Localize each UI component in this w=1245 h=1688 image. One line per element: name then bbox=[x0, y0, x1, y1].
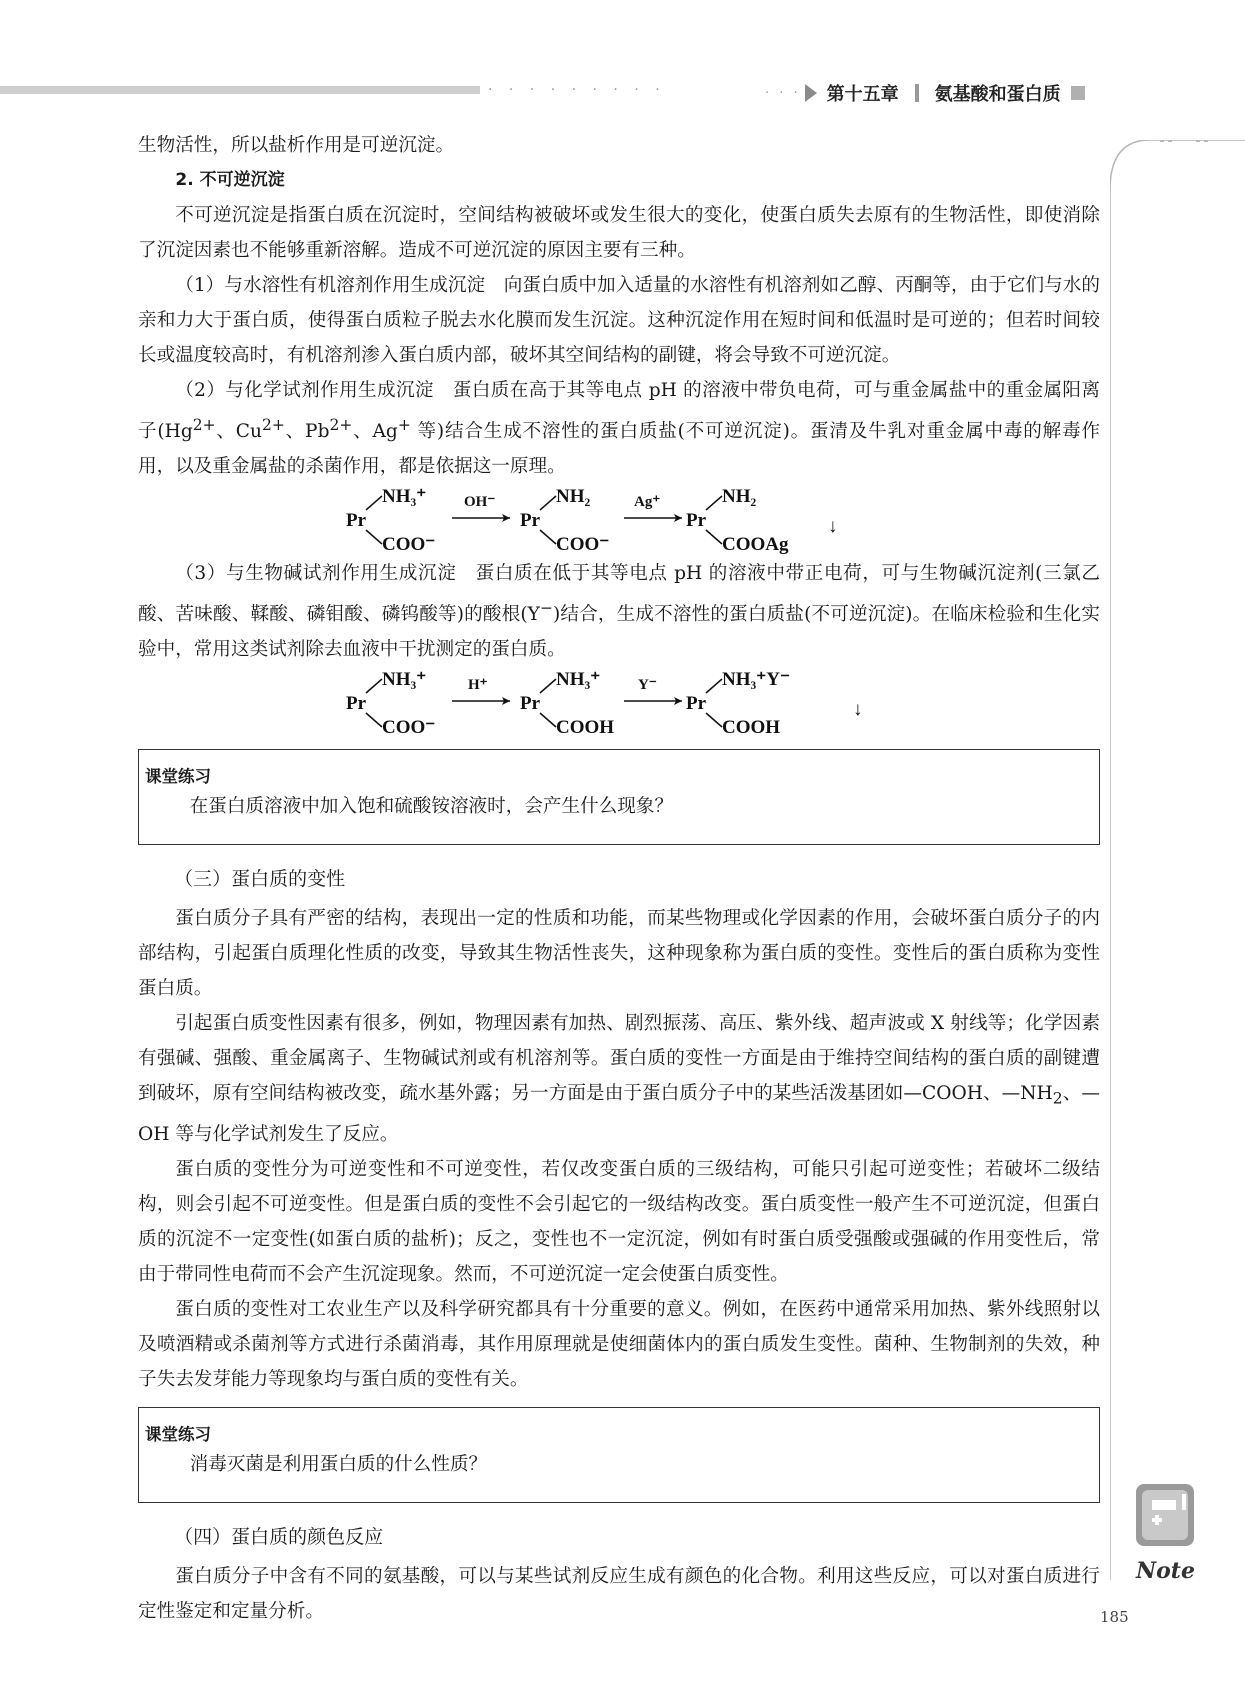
rxn2-m1-top: NH₃⁺ bbox=[382, 669, 427, 691]
page-content bbox=[138, 128, 1100, 1629]
precipitate-arrow-icon: ↓ bbox=[853, 699, 863, 721]
superscript: − bbox=[539, 599, 553, 618]
rxn2-pr-1: Pr bbox=[346, 693, 367, 715]
exercise-box-2 bbox=[138, 1407, 1100, 1503]
item-text-3a: 蛋白质在低于其等电点 pH 的溶液中带正电荷，可与生物碱沉淀剂(三氯乙酸、苦味酸、鞣酸、磷钼酸、磷钨酸等)的酸根(Y bbox=[138, 563, 1100, 626]
exercise-title: 课堂练习 bbox=[145, 767, 211, 787]
rxn1-m3-top: NH₂ bbox=[722, 486, 757, 508]
paragraph-denaturation-def: 蛋白质分子具有严密的结构，表现出一定的性质和功能，而某些物理或化学因素的作用，会破坏蛋白质分子的内部结构，引起蛋白质理化性质的改变，导致其生物活性丧失，这种现象称为蛋白质的变性。变性后的蛋白质称为变性蛋白质。 bbox=[138, 908, 1100, 1000]
item-text-3b: )结合，生成不溶性的蛋白质盐(不可逆沉淀)。在临床检验和生化实验中，常用这类试剂除去血液中干扰测定的蛋白质。 bbox=[138, 604, 1100, 661]
item-title-1: （1）与水溶性有机溶剂作用生成沉淀 bbox=[175, 275, 486, 296]
paragraph-organic-solvent bbox=[138, 268, 1100, 373]
rxn2-arrow1-label: H⁺ bbox=[468, 677, 488, 694]
rxn1-m1-bot: COO⁻ bbox=[382, 534, 436, 556]
exercise-box-1 bbox=[138, 749, 1100, 845]
header-arrow-dots: · · · bbox=[765, 85, 801, 101]
note-label: Note bbox=[1136, 1558, 1195, 1584]
rxn1-m1-top: NH₃⁺ bbox=[382, 486, 427, 508]
header-dots: · · · · · · · · · bbox=[488, 82, 666, 98]
note-badge-icon bbox=[1130, 1480, 1202, 1552]
rxn1-m3-bot: COOAg bbox=[722, 534, 789, 556]
paragraph-irreversible: 不可逆沉淀是指蛋白质在沉淀时，空间结构被破坏或发生很大的变化，使蛋白质失去原有的生物活性，即使消除了沉淀因素也不能够重新溶解。造成不可逆沉淀的原因主要有三种。 bbox=[138, 205, 1100, 261]
header-bar bbox=[0, 86, 480, 94]
chapter-topic: 氨基酸和蛋白质 bbox=[934, 84, 1061, 105]
item-text-2b: 、Cu bbox=[215, 421, 263, 443]
chapter-label: 第十五章 bbox=[826, 84, 899, 105]
rxn2-pr-2: Pr bbox=[520, 693, 541, 715]
reaction-scheme-1 bbox=[138, 484, 1100, 556]
precipitate-arrow-icon: ↓ bbox=[828, 516, 838, 538]
reaction-scheme-2 bbox=[138, 667, 1100, 739]
item-text-1: 向蛋白质中加入适量的水溶性有机溶剂如乙醇、丙酮等，由于它们与水的亲和力大于蛋白质，使得蛋白质粒子脱去水化膜而发生沉淀。这种沉淀作用在短时间和低温时是可逆的；但若时间较长或温度较高时，有机溶剂渗入蛋白质内部，破坏其空间结构的副键，将会导致不可逆沉淀。 bbox=[138, 275, 1100, 366]
paragraph-color-reaction: 蛋白质分子中含有不同的氨基酸，可以与某些试剂反应生成有颜色的化合物。利用这些反应，可以对蛋白质进行定性鉴定和定量分析。 bbox=[138, 1566, 1100, 1623]
heading-irreversible: 2. 不可逆沉淀 bbox=[175, 170, 285, 190]
item-title-2: （2）与化学试剂作用生成沉淀 bbox=[175, 380, 434, 401]
heading-color-reaction: （四）蛋白质的颜色反应 bbox=[174, 1526, 384, 1549]
rxn1-m2-top: NH₂ bbox=[556, 486, 591, 508]
paragraph-denaturation-types: 蛋白质的变性分为可逆变性和不可逆变性，若仅改变蛋白质的三级结构，可能只引起可逆变性；若破坏二级结构，则会引起不可逆变性。但是蛋白质的变性不会引起它的一级结构改变。蛋白质变性一般产生不可逆沉淀，但蛋白质的沉淀不一定变性(如蛋白质的盐析)；反之，变性也不一定沉淀，例如有时蛋白质受强酸或强碱的作用变性后，常由于带同性电荷而不会产生沉淀现象。然而，不可逆沉淀一定会使蛋白质变性。 bbox=[138, 1159, 1100, 1286]
subscript: 2 bbox=[1052, 1090, 1063, 1109]
margin-tab-decoration bbox=[1110, 140, 1245, 1580]
paragraph-denaturation-factors bbox=[138, 1006, 1100, 1152]
item-text-2e: 等)结合生成不溶性的蛋白质盐(不可逆沉淀)。蛋清及牛乳对重金属中毒的解毒作用，以及重金属盐的杀菌作用，都是依据这一原理。 bbox=[138, 421, 1100, 478]
rxn2-arrow2-label: Y⁻ bbox=[638, 677, 657, 694]
header-square-icon bbox=[1071, 86, 1085, 100]
paragraph-chemical-reagent bbox=[138, 373, 1100, 484]
rxn1-arrow2-label: Ag⁺ bbox=[634, 494, 661, 511]
exercise-question: 在蛋白质溶液中加入饱和硫酸铵溶液时，会产生什么现象？ bbox=[189, 796, 674, 818]
exercise-question: 消毒灭菌是利用蛋白质的什么性质？ bbox=[189, 1454, 488, 1476]
paragraph-denaturation-significance: 蛋白质的变性对工农业生产以及科学研究都具有十分重要的意义。例如，在医药中通常采用加热、紫外线照射以及喷酒精或杀菌剂等方式进行杀菌消毒，其作用原理就是使细菌体内的蛋白质发生变性。菌种、生物制剂的失效，种子失去发芽能力等现象均与蛋白质的变性有关。 bbox=[138, 1299, 1100, 1391]
paragraph-text: 、—OH 等与化学试剂发生了反应。 bbox=[138, 1083, 1100, 1146]
running-header bbox=[765, 80, 1085, 106]
rxn1-pr-3: Pr bbox=[686, 510, 707, 532]
superscript: 2+ bbox=[262, 416, 285, 434]
superscript: 2+ bbox=[192, 416, 216, 434]
superscript: + bbox=[397, 416, 411, 434]
paragraph-text: 引起蛋白质变性因素有很多，例如，物理因素有加热、剧烈振荡、高压、紫外线、超声波或 X 射线等；化学因素有强碱、强酸、重金属离子、生物碱试剂或有机溶剂等。蛋白质的变性一方面是由于维持空间结构的蛋白质的副键遭到破坏，原有空间结构被改变，疏水基外露；另一方面是由于蛋白质分子中的某些活泼基团如—COOH、—NH bbox=[138, 1013, 1100, 1105]
item-title-3: （3）与生物碱试剂作用生成沉淀 bbox=[175, 563, 457, 585]
rxn1-m2-bot: COO⁻ bbox=[556, 534, 610, 556]
rxn1-pr-1: Pr bbox=[346, 510, 367, 532]
item-text-2a: 蛋白质在高于其等电点 pH 的溶液中带负电荷，可与重金属盐中的重金属阳离子(Hg bbox=[138, 380, 1100, 443]
paragraph-salting-end: 生物活性，所以盐析作用是可逆沉淀。 bbox=[138, 135, 455, 156]
item-text-2c: 、Pb bbox=[284, 421, 330, 443]
rxn2-m3-top: NH₃⁺Y⁻ bbox=[722, 669, 790, 691]
rxn2-m2-top: NH₃⁺ bbox=[556, 669, 601, 691]
superscript: 2+ bbox=[329, 416, 353, 434]
heading-denaturation: （三）蛋白质的变性 bbox=[174, 868, 346, 891]
rxn1-pr-2: Pr bbox=[520, 510, 541, 532]
rxn1-arrow1-label: OH⁻ bbox=[464, 494, 496, 511]
item-text-2d: 、Ag bbox=[352, 421, 398, 443]
rxn2-pr-3: Pr bbox=[686, 693, 707, 715]
paragraph-alkaloid-reagent bbox=[138, 556, 1100, 667]
exercise-title: 课堂练习 bbox=[145, 1425, 211, 1445]
header-arrow-icon bbox=[805, 84, 817, 102]
rxn2-m2-bot: COOH bbox=[556, 717, 615, 739]
rxn2-m3-bot: COOH bbox=[722, 717, 781, 739]
header-separator bbox=[915, 84, 919, 102]
rxn2-m1-bot: COO⁻ bbox=[382, 717, 436, 739]
page-number: 185 bbox=[1100, 1608, 1129, 1626]
